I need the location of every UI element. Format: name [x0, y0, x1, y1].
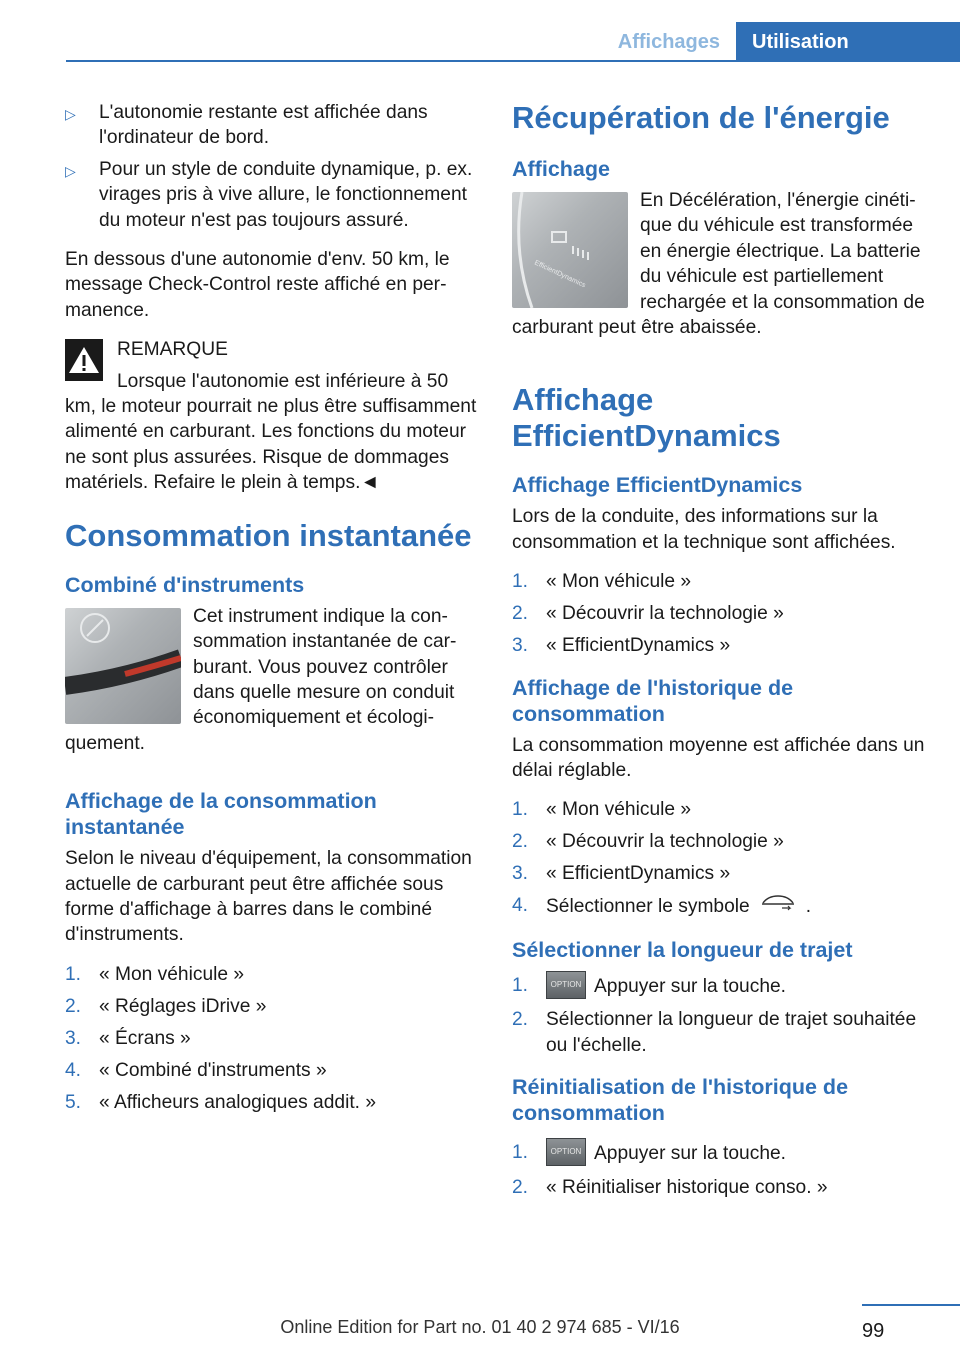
paragraph: La consommation moyenne est affichée dans un délai réglable.	[512, 734, 925, 782]
paragraph: En Décélération, l'énergie cinétique du véhicule est transformée en énergie électrique. La batterie du véhicule est partiellement rechargée et la consommation de carburant peut être abaissée.	[512, 190, 925, 339]
bullet-item: ▷ Pour un style de conduite dynamique, p. ex. virages pris à vive allure, le fonctionnement du moteur n'est pas toujours assuré.	[65, 158, 473, 231]
subheading-longueur-trajet: Sélectionner la longueur de trajet	[512, 937, 853, 962]
section-tab-utilisation[interactable]: Utilisation	[736, 22, 960, 62]
list-item: 4. « Combiné d'instruments »	[65, 1059, 327, 1081]
page-header	[0, 0, 960, 62]
warning-text: Lorsque l'autonomie est inférieure à 50 km, le moteur pourrait ne plus être suffisamment alimenté en carburant. Les fonctions du moteur ne sont plus assurées. Risque de dommages matériels. Refaire le plein à temps.◄	[65, 370, 477, 494]
bullet-item: ▷ L'autonomie restante est affichée dans l'ordinateur de bord.	[65, 102, 428, 149]
header-rule	[66, 60, 960, 62]
option-button[interactable]: OPTION	[546, 1138, 586, 1166]
footer-edition: Online Edition for Part no. 01 40 2 974 685 - VI/16	[280, 1317, 680, 1337]
right-column	[512, 100, 926, 1210]
gauge-label: EfficientDynamics	[533, 259, 587, 290]
subheading-affichage-consommation: Affichage de la consommation instantanée	[65, 789, 377, 840]
steps-list	[512, 797, 926, 920]
list-item: 3. « EfficientDynamics »	[512, 863, 731, 885]
left-column	[65, 100, 479, 1125]
footer-rule	[862, 1304, 960, 1306]
steps-list	[65, 962, 479, 1115]
subheading-efficientdynamics: Affichage EfficientDynamics	[512, 473, 803, 498]
page-number: 99	[862, 1320, 885, 1342]
paragraph: Selon le niveau d'équipement, la consommation actuelle de carburant peut être affichée sous forme d'affichage à barres dans le combiné d'instruments.	[65, 848, 472, 946]
list-item: 1. « Mon véhicule »	[65, 963, 245, 985]
list-item: 3. « Écrans »	[65, 1027, 191, 1049]
steps-list	[512, 973, 926, 1058]
subheading-affichage: Affichage	[512, 157, 610, 181]
triangle-bullet-icon: ▷	[65, 162, 76, 179]
instrument-cluster-image	[65, 608, 181, 724]
list-item: 3. « EfficientDynamics »	[512, 635, 731, 657]
subheading-reinitialisation: Réinitialisation de l'historique de consommation	[512, 1075, 849, 1126]
warning-box	[65, 337, 479, 495]
list-item: 2. Sélectionner la longueur de trajet souhaitée ou l'échelle.	[512, 1009, 917, 1056]
warning-icon	[65, 339, 103, 381]
subheading-historique: Affichage de l'historique de consommation	[512, 675, 794, 726]
triangle-bullet-icon: ▷	[65, 106, 76, 122]
list-item: 5. « Afficheurs analogiques addit. »	[65, 1091, 376, 1113]
paragraph: Cet instrument indique la consommation instantanée de carburant. Vous pouvez contrôler dans quelle mesure on conduit économiquement et écologiquement.	[65, 605, 457, 754]
list-item: 1. « Mon véhicule »	[512, 799, 692, 821]
warning-title: REMARQUE	[117, 339, 228, 361]
list-item: 2. « Réglages iDrive »	[65, 995, 267, 1017]
heading-efficientdynamics: Affichage EfficientDynamics	[512, 382, 781, 454]
section-tab-affichages[interactable]: Affichages	[586, 22, 736, 62]
option-button[interactable]: OPTION	[546, 971, 586, 999]
paragraph: Lors de la conduite, des informations sur la consommation et la technique sont affichées.	[512, 506, 896, 553]
list-item: 1. « Mon véhicule »	[512, 571, 692, 593]
subheading-combine: Combiné d'instruments	[65, 572, 305, 597]
heading-consommation: Consommation instantanée	[65, 517, 472, 553]
paragraph: En dessous d'une autonomie d'env. 50 km, le message Check-Control reste affiché en permanence.	[65, 249, 450, 321]
list-item: 1. OPTION Appuyer sur la touche.	[512, 973, 926, 1001]
steps-list	[512, 569, 926, 658]
steps-list	[512, 1140, 926, 1200]
list-item: 2. « Découvrir la technologie »	[512, 603, 784, 625]
consumption-history-symbol-icon	[760, 893, 796, 920]
list-item: 1. OPTION Appuyer sur la touche.	[512, 1140, 926, 1168]
list-item: 2. « Réinitialiser historique conso. »	[512, 1176, 828, 1198]
list-item: 2. « Découvrir la technologie »	[512, 831, 784, 853]
heading-recuperation: Récupération de l'énergie	[512, 100, 890, 135]
energy-gauge-image	[512, 192, 628, 308]
list-item: 4. Sélectionner le symbole .	[512, 893, 926, 920]
